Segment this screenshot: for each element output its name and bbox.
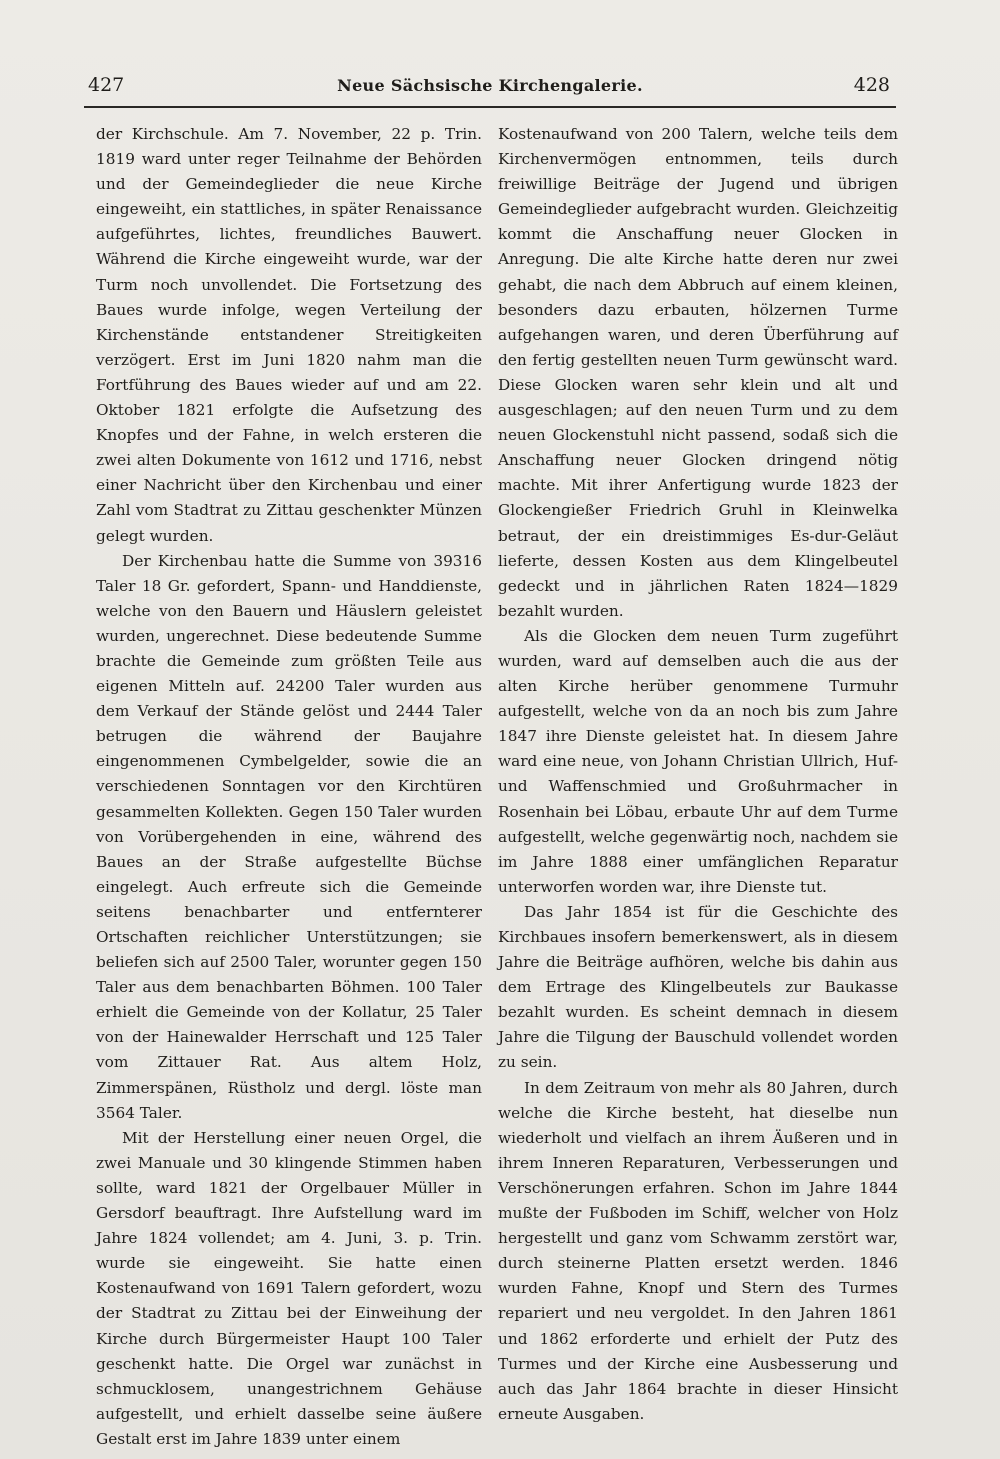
paragraph: Der Kirchenbau hatte die Summe von 39316 Taler 18 Gr. gefordert, Spann- und Handdienste, welche von den Bauern und Häuslern geleistet wurden, ungerechnet. Diese bedeutende Summe brachte die Gemeinde zum größten Teile aus eigenen Mitteln auf. 24200 Taler wurden aus dem Verkauf der Stände gelöst und 2444 Taler betrugen die während der Baujahre eingenommenen Cymbelgelder, sowie die an verschiedenen Sonntagen vor den Kirchtüren gesammelten Kollekten. Gegen 150 Taler wurden von Vorübergehenden in eine, während des Baues an der Straße aufgestellte Büchse eingelegt. Auch erfreute sich die Gemeinde seitens benachbarter und entfernterer Ortschaften reichlicher Unterstützungen; sie beliefen sich auf 2500 Taler, worunter gegen 150 Taler aus dem benachbarten Böhmen. 100 Taler erhielt die Gemeinde von der Kollatur, 25 Taler von der Hainewalder Herrschaft und 125 Taler vom Zittauer Rat. Aus altem Holz, Zimmerspänen, Rüstholz und dergl. löste man 3564 Taler. [96, 551, 482, 1122]
right-column [498, 122, 898, 1427]
paragraph: Das Jahr 1854 ist für die Geschichte des Kirchbaues insofern bemerkenswert, als in diesem Jahre die Beiträge aufhören, welche bis dahin aus dem Ertrage des Klingelbeutels zur Baukasse bezahlt wurden. Es scheint demnach in diesem Jahre die Tilgung der Bauschuld vollendet worden zu sein. [498, 902, 898, 1072]
page-number-right: 428 [853, 74, 890, 96]
paragraph: Mit der Herstellung einer neuen Orgel, die zwei Manuale und 30 klingende Stimmen haben sollte, ward 1821 der Orgelbauer Müller in Gersdorf beauftragt. Ihre Aufstellung ward im Jahre 1824 vollendet; am 4. Juni, 3. p. Trin. wurde sie eingeweiht. Sie hatte einen Kostenaufwand von 1691 Talern gefordert, wozu der Stadtrat zu Zittau bei der Einweihung der Kirche durch Bürgermeister Haupt 100 Taler geschenkt hatte. Die Orgel war zunächst in schmucklosem, unangestrichnem Gehäuse aufgestellt, und erhielt dasselbe seine äußere Gestalt erst im Jahre 1839 unter einem [96, 1128, 482, 1448]
paragraph: Kostenaufwand von 200 Talern, welche teils dem Kirchenvermögen entnommen, teils durch freiwillige Beiträge der Jugend und übrigen Gemeindeglieder aufgebracht wurden. Gleichzeitig kommt die Anschaffung neuer Glocken in Anregung. Die alte Kirche hatte deren nur zwei gehabt, die nach dem Abbruch auf einem kleinen, besonders dazu erbauten, hölzernen Turme aufgehangen waren, und deren Überführung auf den fertig gestellten neuen Turm gewünscht ward. Diese Glocken waren sehr klein und alt und ausgeschlagen; auf den neuen Turm und zu dem neuen Glockenstuhl nicht passend, sodaß sich die Anschaffung neuer Glocken dringend nötig machte. Mit ihrer Anfertigung wurde 1823 der Glockengießer Friedrich Gruhl in Kleinwelka betraut, der ein dreistimmiges Es-dur-Geläut lieferte, dessen Kosten aus dem Klingelbeutel gedeckt und in jährlichen Raten 1824—1829 bezahlt wurden. [498, 125, 898, 620]
page-number-left: 427 [88, 74, 125, 96]
page-header [84, 72, 896, 108]
paragraph: In dem Zeitraum von mehr als 80 Jahren, durch welche die Kirche besteht, hat dieselbe nun wiederholt und vielfach an ihrem Äußeren und in ihrem Inneren Reparaturen, Verbesserungen und Verschönerungen erfahren. Schon im Jahre 1844 mußte der Fußboden im Schiff, welcher von Holz hergestellt und ganz vom Schwamm zerstört war, durch steinerne Platten ersetzt werden. 1846 wurden Fahne, Knopf und Stern des Turmes repariert und neu vergoldet. In den Jahren 1861 und 1862 erforderte und erhielt der Putz des Turmes und der Kirche eine Ausbesserung und auch das Jahr 1864 brachte in dieser Hinsicht erneute Ausgaben. [498, 1078, 898, 1423]
paragraph: der Kirchschule. Am 7. November, 22 p. Trin. 1819 ward unter reger Teilnahme der Behörden und der Gemeindeglieder die neue Kirche eingeweiht, ein stattliches, in später Renaissance aufgeführtes, lichtes, freundliches Bauwert. Während die Kirche eingeweiht wurde, war der Turm noch unvollendet. Die Fortsetzung des Baues wurde infolge, wegen Verteilung der Kirchenstände entstandener Streitigkeiten verzögert. Erst im Juni 1820 nahm man die Fortführung des Baues wieder auf und am 22. Oktober 1821 erfolgte die Aufsetzung des Knopfes und der Fahne, in welch ersteren die zwei alten Dokumente von 1612 und 1716, nebst einer Nachricht über den Kirchenbau und einer Zahl vom Stadtrat zu Zittau geschenkter Münzen gelegt wurden. [96, 125, 482, 545]
paragraph: Als die Glocken dem neuen Turm zugeführt wurden, ward auf demselben auch die aus der alten Kirche herüber genommene Turmuhr aufgestellt, welche von da an noch bis zum Jahre 1847 ihre Dienste geleistet hat. In diesem Jahre ward eine neue, von Johann Christian Ullrich, Huf- und Waffenschmied und Großuhrmacher in Rosenhain bei Löbau, erbaute Uhr auf dem Turme aufgestellt, welche gegenwärtig noch, nachdem sie im Jahre 1888 einer umfänglichen Reparatur unterworfen worden war, ihre Dienste tut. [498, 626, 898, 896]
running-title: Neue Sächsische Kirchengalerie. [337, 76, 643, 95]
left-column [96, 122, 482, 1452]
